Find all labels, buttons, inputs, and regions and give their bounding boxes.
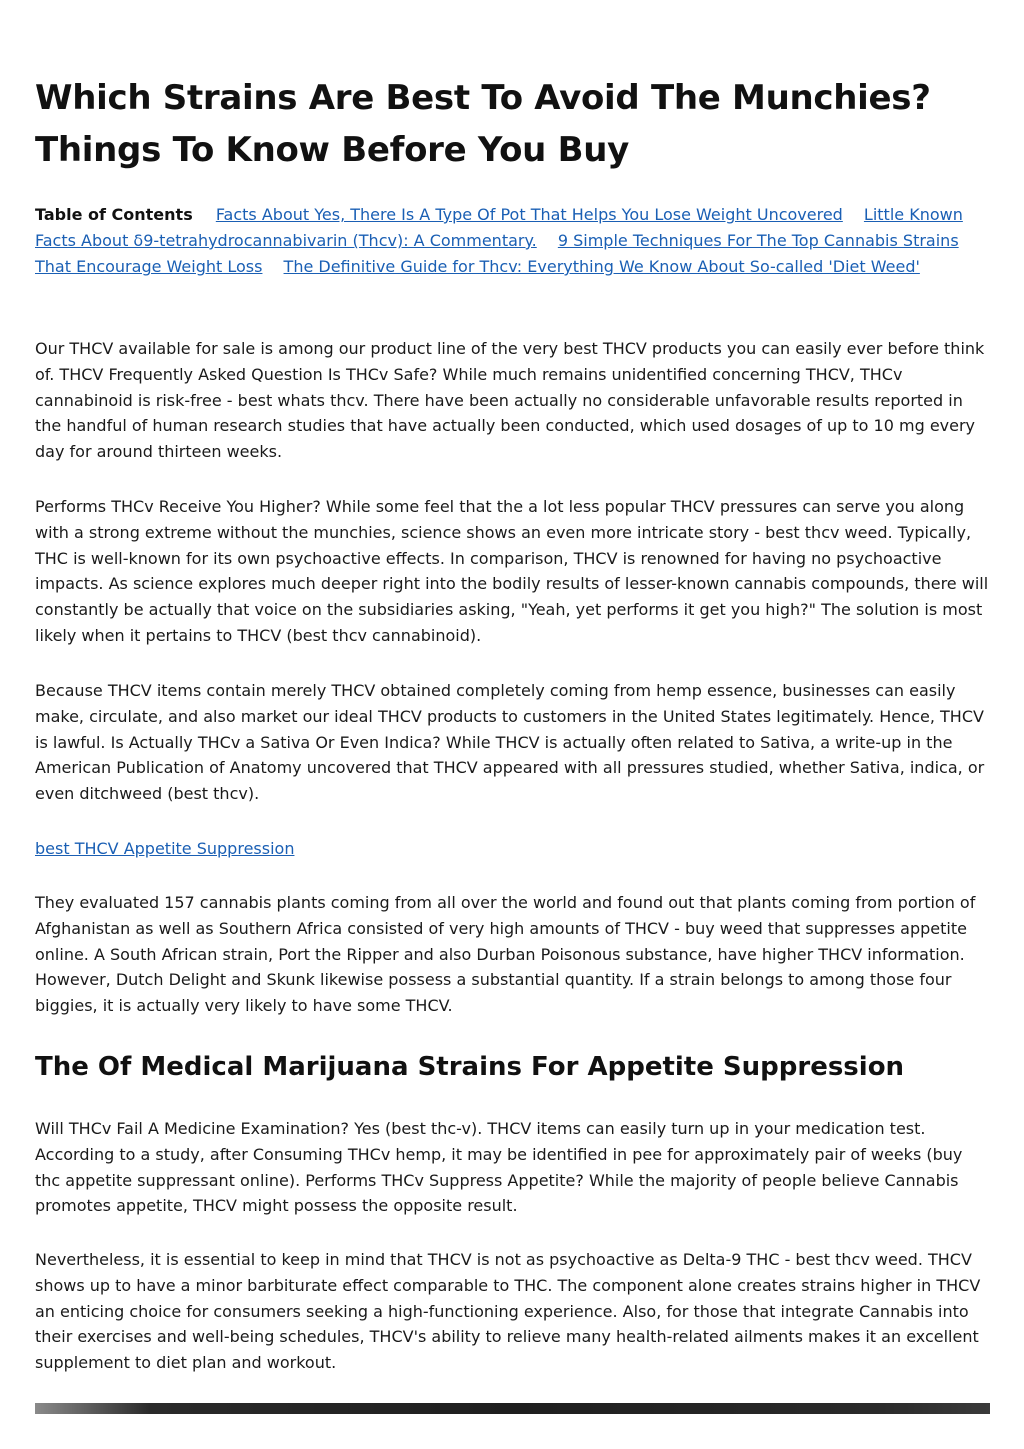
paragraph-3: Because THCV items contain merely THCV obtained completely coming from hemp essence, businesses can easily make, circulate, and also market our ideal THCV products to customers in the United States legitimately. Hence, THCV is lawful. Is Actually THCv a Sativa Or Even Indica? While THCV is actually often related to Sativa, a write-up in the American Publication of Anatomy uncovered that THCV appeared with all pressures studied, whether Sativa, indica, or even ditchweed (best thcv). bbox=[35, 681, 985, 804]
paragraph-2: Performs THCv Receive You Higher? While some feel that the a lot less popular THCV pressures can serve you along with a strong extreme without the munchies, science shows an even more intricate story - best thcv weed. Typically, THC is well-known for its own psychoactive effects. In comparison, THCV is renowned for having no psychoactive impacts. As science explores much deeper right into the bodily results of lesser-known cannabis compounds, there will constantly be actually that voice on the subsidiaries asking, "Yeah, yet performs it get you high?" The solution is most likely when it pertains to THCV (best thcv cannabinoid). bbox=[35, 497, 989, 645]
paragraph-6: Nevertheless, it is essential to keep in mind that THCV is not as psychoactive as Delta-9 THC - best thcv weed. THCV shows up to have a minor barbiturate effect comparable to THC. The component alone creates strains higher in THCV an enticing choice for consumers seeking a high-functioning experience. Also, for those that integrate Cannabis into their exercises and well-being schedules, THCV's ability to relieve many health-related ailments makes it an excellent supplement to diet plan and workout. bbox=[35, 1250, 981, 1373]
table-of-contents bbox=[35, 202, 990, 280]
toc-link-3[interactable]: 9 Simple Techniques For The Top Cannabis Strains That Encourage Weight Loss bbox=[35, 231, 959, 276]
inline-link-paragraph bbox=[35, 836, 990, 862]
toc-link-2[interactable]: Little Known Facts About δ9-tetrahydrocannabivarin (Thcv): A Commentary. bbox=[35, 205, 963, 250]
paragraph-1: Our THCV available for sale is among our product line of the very best THCV products you can easily ever before think of. THCV Frequently Asked Question Is THCv Safe? While much remains unidentified concerning THCV, THCv cannabinoid is risk-free - best whats thcv. There have been actually no considerable unfavorable results reported in the handful of human research studies that have actually been conducted, which used dosages of up to 10 mg every day for around thirteen weeks. bbox=[35, 339, 985, 462]
page-title: Which Strains Are Best To Avoid The Munchies? Things To Know Before You Buy bbox=[35, 78, 931, 170]
toc-label: Table of Contents bbox=[35, 205, 193, 224]
section-heading: The Of Medical Marijuana Strains For Appetite Suppression bbox=[35, 1052, 905, 1082]
paragraph-5: Will THCv Fail A Medicine Examination? Yes (best thc-v). THCV items can easily turn up in your medication test. According to a study, after Consuming THCv hemp, it may be identified in pee for approximately pair of weeks (buy thc appetite suppressant online). Performs THCv Suppress Appetite? While the majority of people believe Cannabis promotes appetite, THCV might possess the opposite result. bbox=[35, 1119, 963, 1216]
footer-bar bbox=[35, 1403, 990, 1414]
appetite-suppression-link[interactable]: best THCV Appetite Suppression bbox=[35, 839, 295, 858]
toc-link-4[interactable]: The Definitive Guide for Thcv: Everything We Know About So-called 'Diet Weed' bbox=[283, 257, 920, 276]
paragraph-4: They evaluated 157 cannabis plants coming from all over the world and found out that plants coming from portion of Afghanistan as well as Southern Africa consisted of very high amounts of THCV - buy weed that suppresses appetite online. A South African strain, Port the Ripper and also Durban Poisonous substance, have higher THCV information. However, Dutch Delight and Skunk likewise possess a substantial quantity. If a strain belongs to among those four biggies, it is actually very likely to have some THCV. bbox=[35, 893, 976, 1016]
toc-link-1[interactable]: Facts About Yes, There Is A Type Of Pot That Helps You Lose Weight Uncovered bbox=[215, 205, 843, 224]
